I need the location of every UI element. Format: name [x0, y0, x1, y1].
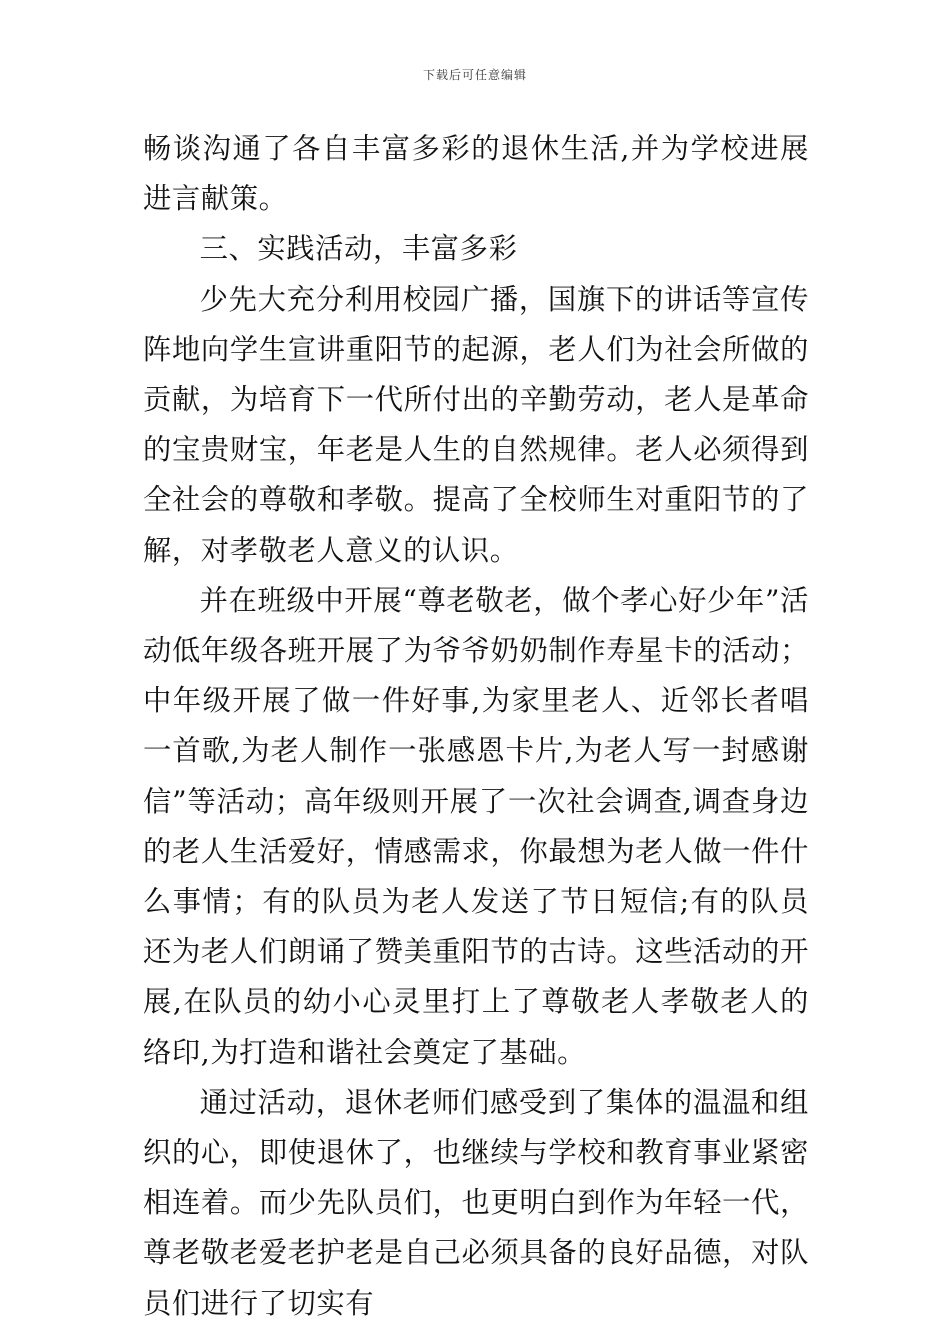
paragraph: 畅谈沟通了各自丰富多彩的退休生活,并为学校进展进言献策。 [143, 132, 809, 216]
paragraph: 少先大充分利用校园广播，国旗下的讲话等宣传阵地向学生宣讲重阳节的起源，老人们为社会所做的贡献，为培育下一代所付出的辛勤劳动，老人是革命的宝贵财宝，年老是人生的自然规律。老人必须得到全社会的尊敬和孝敬。提高了全校师生对重阳节的了解，对孝敬老人意义的认识。 [143, 282, 809, 567]
document-body [143, 124, 809, 1329]
section-heading: 三、实践活动，丰富多彩 [199, 232, 518, 266]
paragraph: 并在班级中开展“尊老敬老，做个孝心好少年”活动低年级各班开展了为爷爷奶奶制作寿星卡的活动；中年级开展了做一件好事,为家里老人、近邻长者唱一首歌,为老人制作一张感恩卡片,为老人写一封感谢信”等活动；高年级则开展了一次社会调查,调查身边的老人生活爱好，情感需求，你最想为老人做一件什么事情；有的队员为老人发送了节日短信;有的队员还为老人们朗诵了赞美重阳节的古诗。这些活动的开展,在队员的幼小心灵里打上了尊敬老人孝敬老人的络印,为打造和谐社会奠定了基础。 [143, 583, 809, 1069]
paragraph: 通过活动，退休老师们感受到了集体的温温和组织的心，即使退休了，也继续与学校和教育事业紧密相连着。而少先队员们，也更明白到作为年轻一代，尊老敬老爱老护老是自己必须具备的良好品德，对队员们进行了切实有 [143, 1085, 809, 1320]
page-header: 下载后可任意编辑 [422, 68, 527, 82]
